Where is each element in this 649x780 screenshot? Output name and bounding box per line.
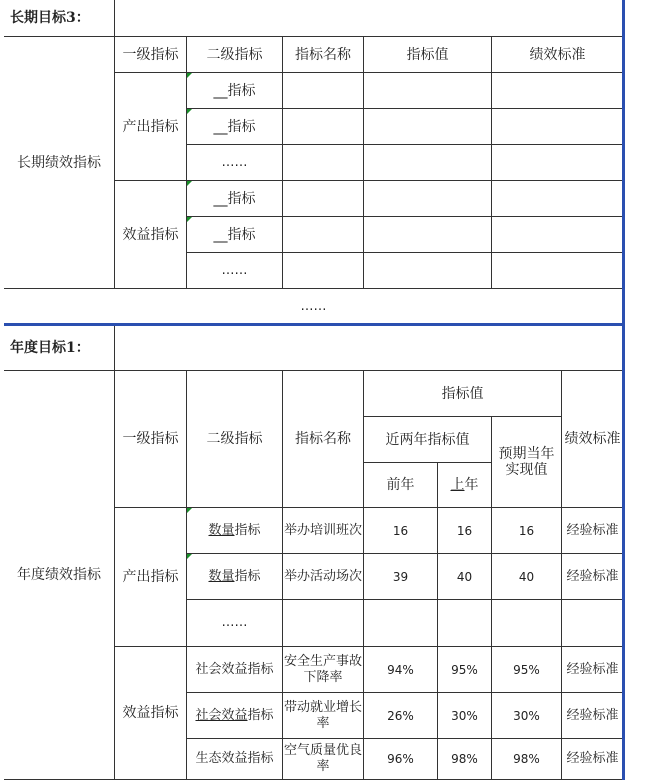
an-header-name: 指标名称: [283, 371, 364, 508]
lt-cell[interactable]: [492, 181, 624, 217]
page-break-horizontal: [4, 323, 625, 326]
an-row3-standard[interactable]: 经验标准: [562, 647, 624, 693]
an-row4-prev[interactable]: 26%: [364, 693, 438, 739]
an-row1-level2[interactable]: 数量 指标: [187, 508, 283, 554]
an-row3-expected[interactable]: 95%: [492, 647, 562, 693]
annual-goal-content[interactable]: [115, 325, 624, 371]
lt-header-name: 指标名称: [283, 37, 364, 73]
an-cell[interactable]: [562, 600, 624, 647]
an-row2-level2[interactable]: 数量 指标: [187, 554, 283, 600]
an-row2-prev[interactable]: 39: [364, 554, 438, 600]
lt-cell[interactable]: [364, 217, 492, 253]
an-row3-level2[interactable]: 社会效益指标: [187, 647, 283, 693]
lt-ellipsis: ……: [187, 253, 283, 289]
lt-cell[interactable]: [283, 73, 364, 109]
lt-sub-item[interactable]: __指标: [187, 181, 283, 217]
an-row1-last[interactable]: 16: [438, 508, 492, 554]
an-cell[interactable]: [283, 600, 364, 647]
an-header-prev-year: 前年: [364, 463, 438, 508]
more-goals-ellipsis: ……: [4, 289, 624, 325]
an-ellipsis: ……: [187, 600, 283, 647]
lt-output-label: 产出指标: [115, 73, 187, 181]
lt-cell[interactable]: [492, 109, 624, 145]
lt-cell[interactable]: [283, 109, 364, 145]
an-benefit-label: 效益指标: [115, 647, 187, 780]
an-row4-name[interactable]: 带动就业增长率: [283, 693, 364, 739]
lt-sub-item[interactable]: __指标: [187, 109, 283, 145]
an-row4-level2[interactable]: 社会效益 指标: [187, 693, 283, 739]
an-row2-expected[interactable]: 40: [492, 554, 562, 600]
an-row5-name[interactable]: 空气质量优良率: [283, 739, 364, 780]
lt-header-value: 指标值: [364, 37, 492, 73]
an-output-label: 产出指标: [115, 508, 187, 647]
an-row5-last[interactable]: 98%: [438, 739, 492, 780]
long-term-goal-content[interactable]: [115, 0, 624, 37]
lt-cell[interactable]: [283, 253, 364, 289]
lt-cell[interactable]: [492, 217, 624, 253]
lt-cell[interactable]: [283, 181, 364, 217]
an-row5-prev[interactable]: 96%: [364, 739, 438, 780]
page-break-vertical: [622, 0, 625, 780]
an-row5-expected[interactable]: 98%: [492, 739, 562, 780]
an-cell[interactable]: [492, 600, 562, 647]
an-cell[interactable]: [438, 600, 492, 647]
an-header-recent: 近两年指标值: [364, 417, 492, 463]
lt-cell[interactable]: [283, 145, 364, 181]
lt-benefit-label: 效益指标: [115, 181, 187, 289]
an-cell[interactable]: [364, 600, 438, 647]
lt-cell[interactable]: [364, 181, 492, 217]
an-row1-expected[interactable]: 16: [492, 508, 562, 554]
long-term-goal-title: 长期目标3：: [4, 0, 115, 37]
an-header-level1: 一级指标: [115, 371, 187, 508]
lt-cell[interactable]: [364, 253, 492, 289]
annual-row-label: 年度绩效指标: [4, 371, 115, 780]
lt-sub-item[interactable]: __指标: [187, 73, 283, 109]
an-header-standard: 绩效标准: [562, 371, 624, 508]
an-row3-last[interactable]: 95%: [438, 647, 492, 693]
lt-header-standard: 绩效标准: [492, 37, 624, 73]
lt-sub-item[interactable]: __指标: [187, 217, 283, 253]
lt-cell[interactable]: [364, 73, 492, 109]
lt-cell[interactable]: [364, 109, 492, 145]
an-header-level2: 二级指标: [187, 371, 283, 508]
lt-cell[interactable]: [283, 217, 364, 253]
an-row4-standard[interactable]: 经验标准: [562, 693, 624, 739]
long-term-row-label: 长期绩效指标: [4, 37, 115, 289]
an-row2-name[interactable]: 举办活动场次: [283, 554, 364, 600]
an-row3-name[interactable]: 安全生产事故下降率: [283, 647, 364, 693]
an-row1-name[interactable]: 举办培训班次: [283, 508, 364, 554]
an-row1-prev[interactable]: 16: [364, 508, 438, 554]
lt-cell[interactable]: [364, 145, 492, 181]
an-row4-last[interactable]: 30%: [438, 693, 492, 739]
lt-cell[interactable]: [492, 253, 624, 289]
lt-ellipsis: ……: [187, 145, 283, 181]
an-row4-expected[interactable]: 30%: [492, 693, 562, 739]
an-header-expected: 预期当年实现值: [492, 417, 562, 508]
an-row5-level2[interactable]: 生态效益指标: [187, 739, 283, 780]
lt-header-level2: 二级指标: [187, 37, 283, 73]
lt-header-level1: 一级指标: [115, 37, 187, 73]
an-header-value: 指标值: [364, 371, 562, 417]
an-row2-last[interactable]: 40: [438, 554, 492, 600]
an-row1-standard[interactable]: 经验标准: [562, 508, 624, 554]
lt-cell[interactable]: [492, 73, 624, 109]
an-row5-standard[interactable]: 经验标准: [562, 739, 624, 780]
an-row3-prev[interactable]: 94%: [364, 647, 438, 693]
an-header-last-year: 上 年: [438, 463, 492, 508]
annual-goal-title: 年度目标1：: [4, 325, 115, 371]
an-row2-standard[interactable]: 经验标准: [562, 554, 624, 600]
lt-cell[interactable]: [492, 145, 624, 181]
